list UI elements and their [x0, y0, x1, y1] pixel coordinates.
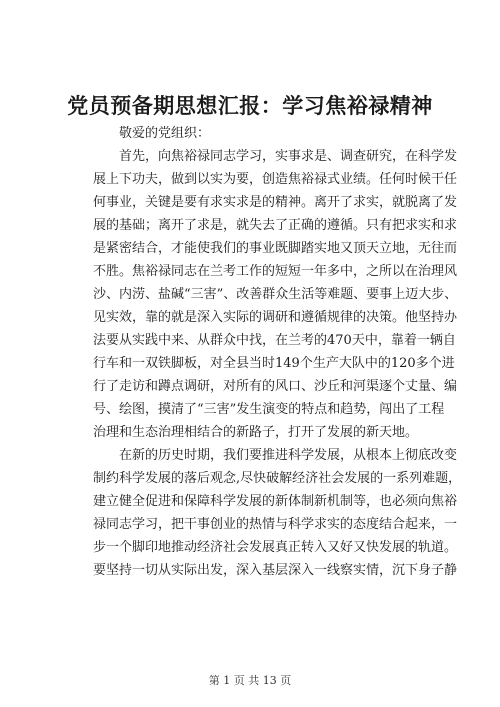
body-line: 不胜。焦裕禄同志在兰考工作的短短一年多中，之所以在治理风	[93, 264, 458, 279]
page-footer: 第 1 页 共 13 页	[208, 674, 292, 687]
body-line: 见实效，靠的就是深入实际的调研和遵循规律的决策。他坚持办	[93, 310, 458, 325]
body-line: 制约科学发展的落后观念,尽快破解经济社会发展的一系列难题，	[93, 471, 462, 486]
body-line: 行车和一双铁脚板，对全县当时149个生产大队中的120多个进	[93, 356, 455, 371]
document-title: 党员预备期思想汇报：学习焦裕禄精神	[67, 94, 433, 118]
body-line: 展上下功夫，做到以实为要，创造焦裕禄式业绩。任何时候干任	[93, 172, 458, 187]
body-line: 治理和生态治理相结合的新路子，打开了发展的新天地。	[93, 425, 419, 440]
body-line: 步一个脚印地推动经济社会发展真正转入又好又快发展的轨道。	[93, 540, 458, 555]
body-line: 法要从实践中来、从群众中找，在兰考的470天中，靠着一辆自	[93, 333, 456, 348]
document-body	[93, 122, 462, 582]
body-line: 要坚持一切从实际出发，深入基层深入一线察实情，沉下身子静	[93, 563, 458, 578]
body-line: 禄同志学习，把干事创业的热情与科学求实的态度结合起来，一	[93, 517, 458, 532]
body-line: 是紧密结合，才能使我们的事业既脚踏实地又顶天立地，无往而	[93, 241, 458, 256]
body-line: 在新的历史时期，我们要推进科学发展，从根本上彻底改变	[119, 448, 458, 463]
body-line: 沙、内涝、盐碱“三害”、改善群众生活等难题、要事上迈大步、	[93, 287, 458, 302]
body-line: 行了走访和蹲点调研，对所有的风口、沙丘和河渠逐个丈量、编	[93, 379, 458, 394]
body-line: 何事业，关键是要有求实求是的精神。离开了求实，就脱离了发	[93, 195, 458, 210]
body-line: 首先，向焦裕禄同志学习，实事求是、调查研究，在科学发	[119, 149, 458, 164]
body-line: 展的基础；离开了求是，就失去了正确的遵循。只有把求实和求	[93, 218, 458, 233]
body-line: 敬爱的党组织：	[119, 126, 211, 141]
body-line: 号、绘图，摸清了“三害”发生演变的特点和趋势，闯出了工程	[93, 402, 445, 417]
body-line: 建立健全促进和保障科学发展的新体制新机制等，也必须向焦裕	[93, 494, 458, 509]
